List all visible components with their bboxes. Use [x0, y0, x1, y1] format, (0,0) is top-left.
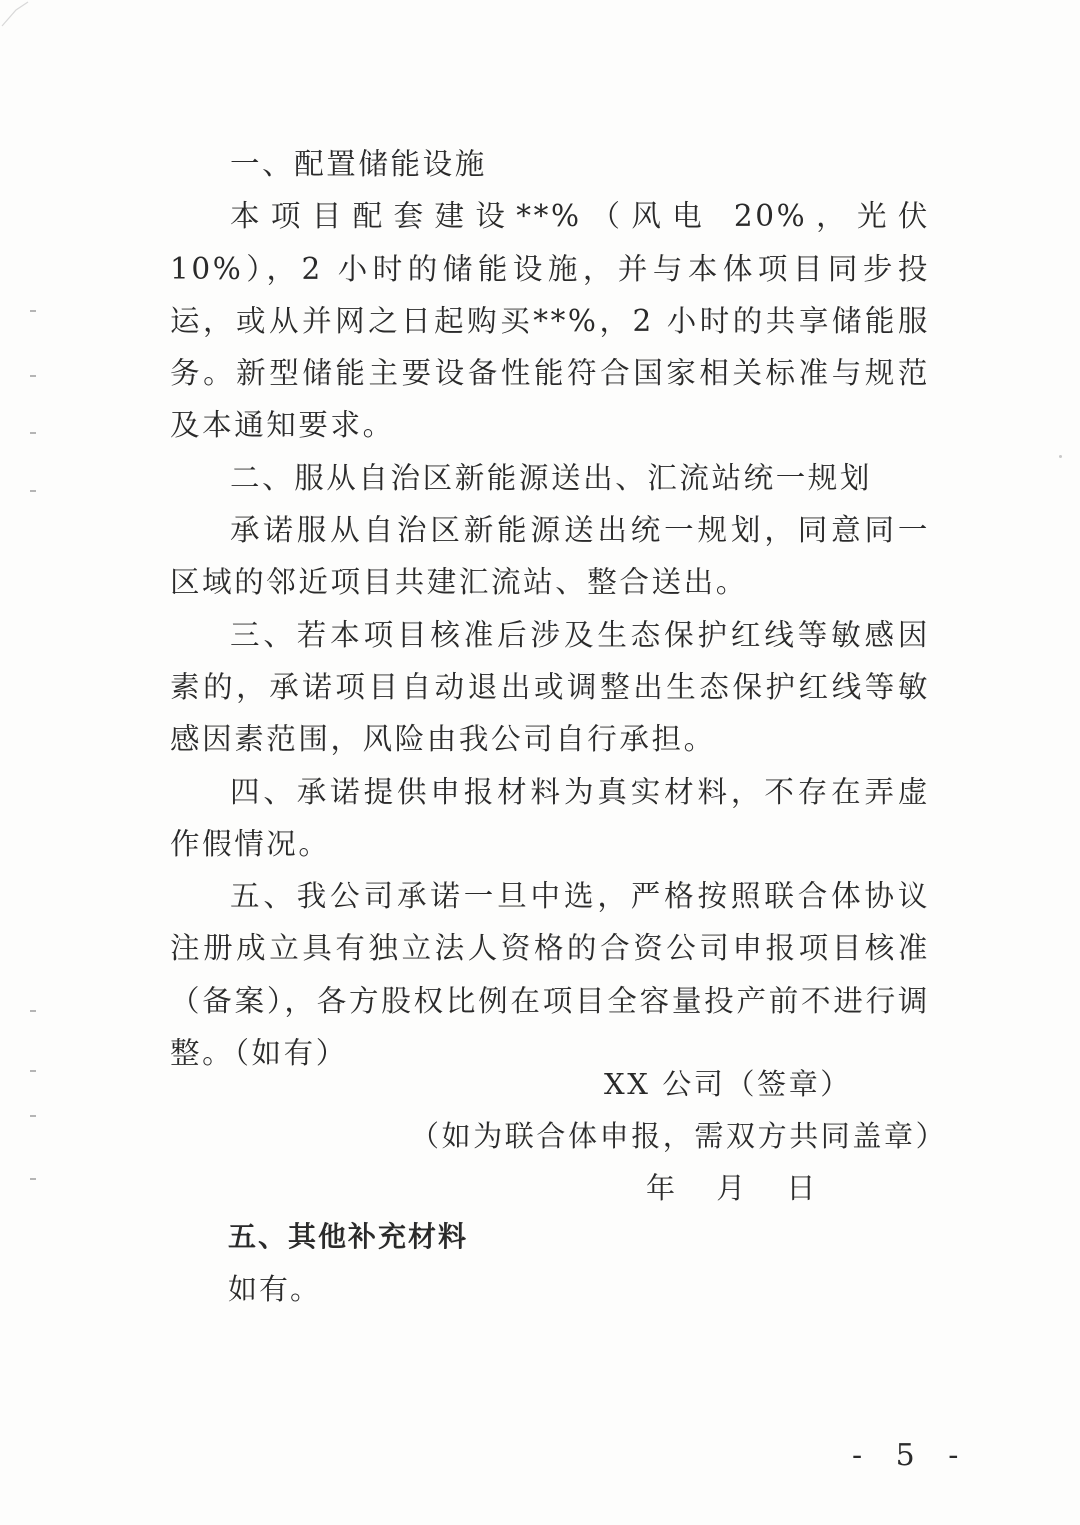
page-number: - 5 - [852, 1438, 971, 1473]
signature-company: XX 公司（签章） [604, 1067, 852, 1101]
item-2-body: 承诺服从自治区新能源送出统一规划，同意同一区域的邻近项目共建汇流站、整合送出。 [170, 513, 930, 600]
item-1-heading: 一、配置储能设施 [230, 147, 487, 181]
corner-crease-mark [0, 0, 40, 30]
item-2-heading: 二、服从自治区新能源送出、汇流站统一规划 [230, 460, 873, 495]
scan-speck [1059, 455, 1062, 458]
signature-date: 年 月 日 [646, 1171, 832, 1205]
section-title: 五、其他补充材料 [228, 1220, 469, 1253]
commitment-text [170, 138, 930, 1079]
section-body: 如有。 [228, 1272, 322, 1306]
binding-hole-marks [20, 300, 50, 1200]
item-3-paragraph: 三、若本项目核准后涉及生态保护红线等敏感因素的，承诺项目自动退出或调整出生态保护红线等敏感因素范围，风险由我公司自行承担。 [170, 617, 930, 757]
signature-note: （如为联合体申报，需双方共同盖章） [410, 1119, 948, 1153]
item-5-paragraph: 五、我公司承诺一旦中选，严格按照联合体协议注册成立具有独立法人资格的合资公司申报项目核准（备案），各方股权比例在项目全容量投产前不进行调整。（如有） [170, 879, 930, 1071]
item-4-paragraph: 四、承诺提供申报材料为真实材料，不存在弄虚作假情况。 [170, 774, 930, 861]
item-1-body: 本项目配套建设**%（风电 20%，光伏 10%），2 小时的储能设施，并与本体项目同步投运，或从并网之日起购买**%，2 小时的共享储能服务。新型储能主要设备性能符合国家相关标准与规范及本通知要求。 [170, 199, 930, 443]
